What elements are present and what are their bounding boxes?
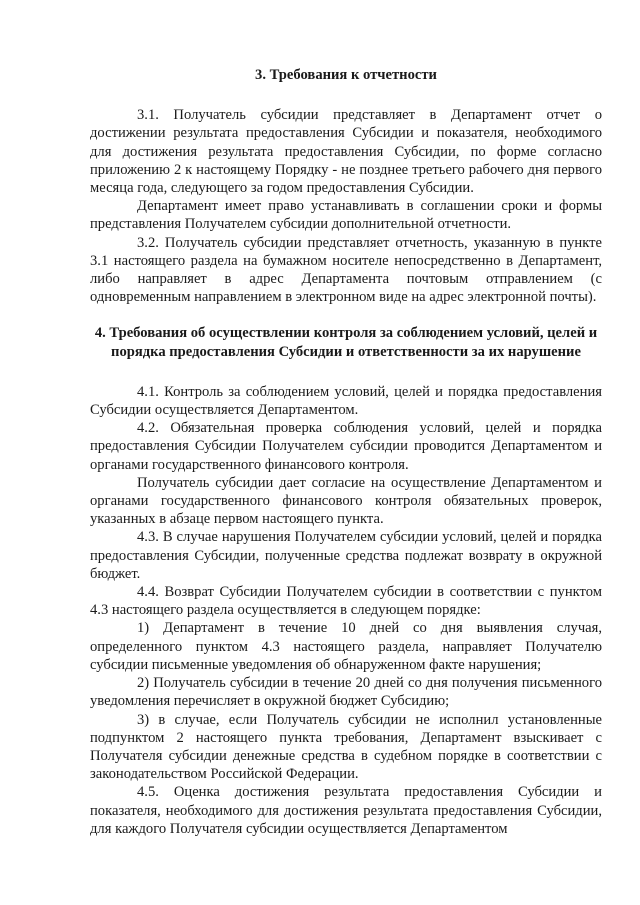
section-4-heading: 4. Требования об осуществлении контроля за соблюдением условий, целей и порядка предоставления Субсидии и ответственности за их нарушение [94,325,598,360]
section-3-heading: 3. Требования к отчетности [255,67,437,83]
paragraph-4-4-item-3: 3) в случае, если Получатель субсидии не исполнил установленные подпунктом 2 настоящего пункта требования, Департамент взыскивает с Получателя субсидии денежные средства в судебном порядке в соответствии с законодательством Российской Федерации. [90,711,602,783]
paragraph-4-2-consent: Получатель субсидии дает согласие на осуществление Департаментом и органами государственного финансового контроля обязательных проверок, указанных в абзаце первом настоящего пункта. [90,474,602,528]
paragraph-4-4: 4.4. Возврат Субсидии Получателем субсидии в соответствии с пунктом 4.3 настоящего раздела осуществляется в следующем порядке: [90,584,602,619]
paragraph-4-5: 4.5. Оценка достижения результата предоставления Субсидии и показателя, необходимого для достижения результата предоставления Субсидии, для каждого Получателя субсидии осуществляется Департаментом [90,784,602,837]
paragraph-4-4-item-2: 2) Получатель субсидии в течение 20 дней со дня получения письменного уведомления перечисляет в окружной бюджет Субсидию; [90,675,602,710]
paragraph-4-4-item-1: 1) Департамент в течение 10 дней со дня выявления случая, определенного пунктом 4.3 настоящего раздела, направляет Получателю субсидии письменные уведомления об обнаруженном факте нарушения; [90,620,602,673]
paragraph-4-2: 4.2. Обязательная проверка соблюдения условий, целей и порядка предоставления Субсидии Получателем субсидии проводится Департаментом и органами государственного финансового контроля. [90,420,602,473]
paragraph-3-1: 3.1. Получатель субсидии представляет в Департамент отчет о достижении результата предоставления Субсидии и показателя, необходимого для достижения результата предоставления Субсидии, по форме согласно приложению 2 к настоящему Порядку - не позднее третьего рабочего дня первого месяца года, следующего за годом предоставления Субсидии. [90,107,602,197]
paragraph-4-3: 4.3. В случае нарушения Получателем субсидии условий, целей и порядка предоставления Субсидии, полученные средства подлежат возврату в окружной бюджет. [90,529,602,582]
paragraph-3-2: 3.2. Получатель субсидии представляет отчетность, указанную в пункте 3.1 настоящего раздела на бумажном носителе непосредственно в Департамент, либо направляет в адрес Департамента почтовым отправлением (с одновременным направлением в электронном виде на адрес электронной почты). [90,234,602,306]
paragraph-4-1: 4.1. Контроль за соблюдением условий, целей и порядка предоставления Субсидии осуществляется Департаментом. [90,383,602,419]
document-page [90,66,602,838]
paragraph-3-1-additional: Департамент имеет право устанавливать в соглашении сроки и формы представления Получателем субсидии дополнительной отчетности. [90,198,602,233]
